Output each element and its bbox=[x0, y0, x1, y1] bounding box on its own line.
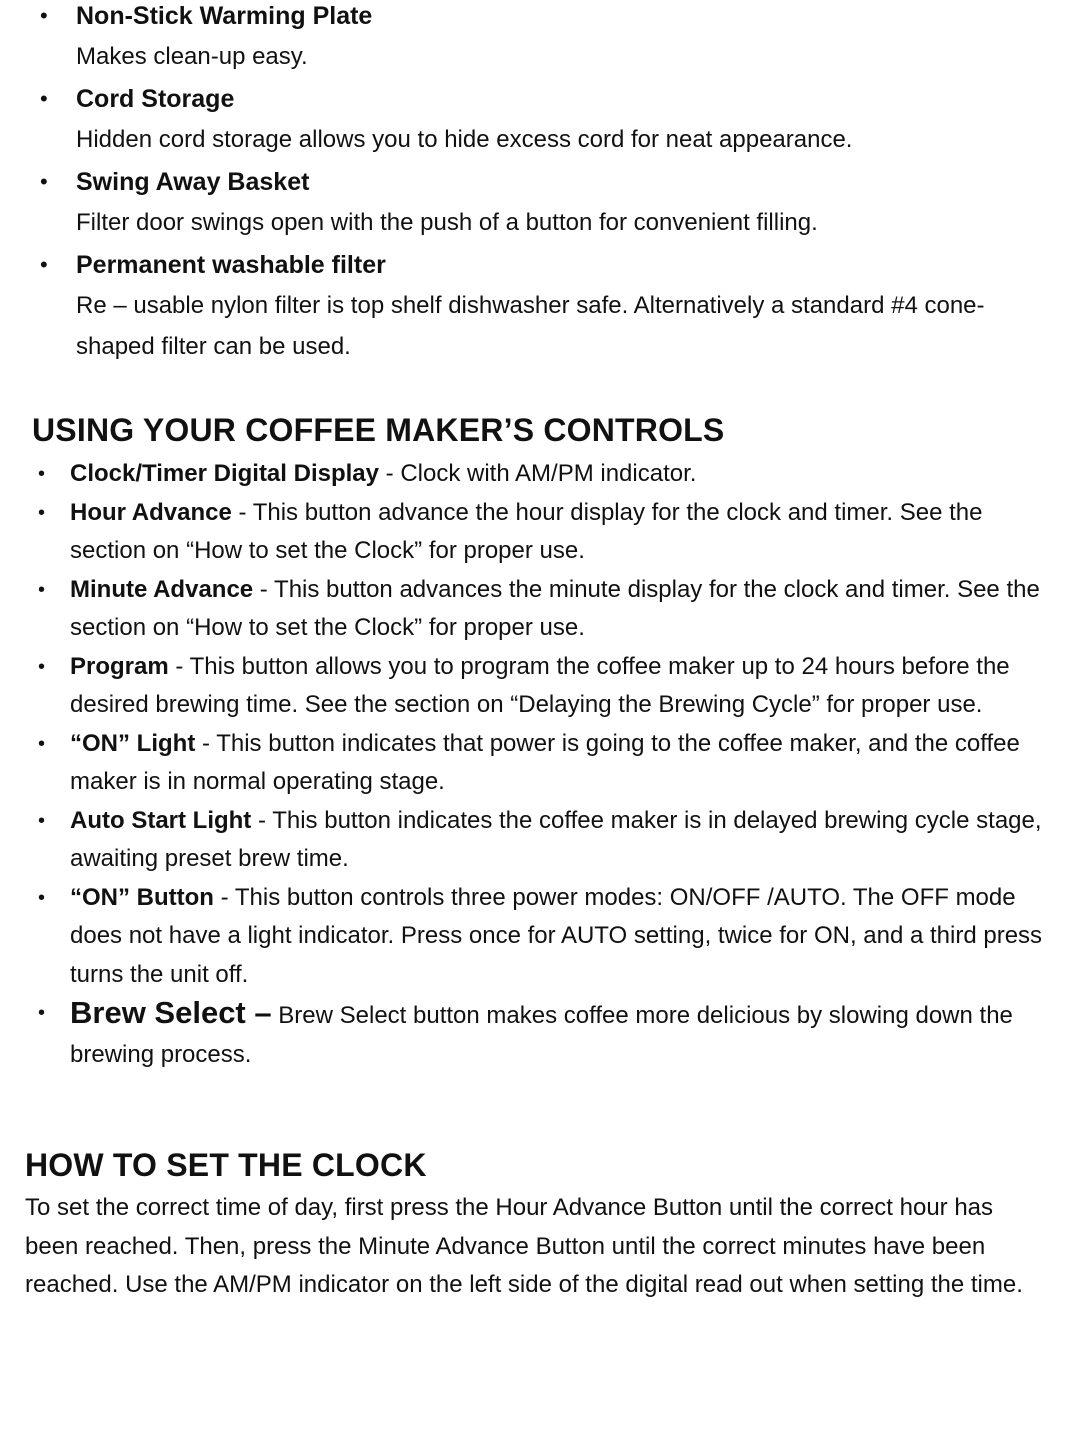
control-term: Clock/Timer Digital Display bbox=[70, 460, 379, 487]
control-item bbox=[36, 994, 1056, 1074]
feature-description: Makes clean-up easy. bbox=[76, 43, 308, 70]
control-term: “ON” Light bbox=[70, 729, 196, 757]
control-description: This button advances the minute display for the clock and timer. See the section on “How to set the Clock” for proper use. bbox=[70, 575, 1040, 641]
control-item bbox=[36, 455, 1056, 494]
feature-item bbox=[36, 166, 1046, 243]
feature-description: Hidden cord storage allows you to hide excess cord for neat appearance. bbox=[76, 126, 853, 153]
control-description: Clock with AM/PM indicator. bbox=[400, 460, 697, 487]
feature-title: • Swing Away Basket bbox=[76, 168, 310, 196]
control-separator: - bbox=[231, 498, 253, 526]
controls-list bbox=[36, 455, 1056, 1074]
control-description: This button allows you to program the coffee maker up to 24 hours before the desired brewing time. See the section on “Delaying the Brewing Cycle” for proper use. bbox=[70, 652, 1010, 718]
control-item bbox=[36, 725, 1056, 802]
control-term: Minute Advance bbox=[70, 575, 254, 603]
feature-title: • Cord Storage bbox=[76, 85, 235, 113]
feature-item bbox=[36, 0, 1046, 77]
control-term: Hour Advance bbox=[70, 498, 232, 526]
feature-item bbox=[36, 83, 1046, 160]
control-term: “ON” Button bbox=[70, 883, 214, 911]
control-description: Brew Select button makes coffee more delicious by slowing down the brewing process. bbox=[70, 1002, 1013, 1068]
feature-title: • Non-Stick Warming Plate bbox=[76, 2, 373, 30]
control-separator: - bbox=[379, 460, 401, 487]
feature-list bbox=[36, 0, 1046, 373]
feature-item bbox=[36, 249, 1046, 367]
control-separator: - bbox=[251, 806, 273, 834]
feature-description: Filter door swings open with the push of a button for convenient filling. bbox=[76, 209, 818, 236]
control-separator: - bbox=[195, 729, 217, 757]
control-description: This button controls three power modes: ON/OFF /AUTO. The OFF mode does not have a light indicator. Press once for AUTO setting, twice for ON, and a third press turns the unit off. bbox=[70, 883, 1043, 988]
feature-title: • Permanent washable filter bbox=[76, 251, 386, 279]
feature-description: Re – usable nylon filter is top shelf dishwasher safe. Alternatively a standard #4 cone-shaped filter can be used. bbox=[76, 292, 985, 360]
control-term: Brew Select – bbox=[70, 995, 272, 1030]
control-item bbox=[36, 879, 1056, 995]
controls-section-heading: USING YOUR COFFEE MAKER’S CONTROLS bbox=[32, 412, 725, 448]
clock-section-heading: HOW TO SET THE CLOCK bbox=[25, 1147, 427, 1183]
control-separator: - bbox=[168, 652, 190, 680]
control-description: This button indicates that power is going to the coffee maker, and the coffee maker is in normal operating stage. bbox=[70, 729, 1020, 795]
control-description: This button indicates the coffee maker is in delayed brewing cycle stage, awaiting preset brew time. bbox=[70, 806, 1042, 872]
control-item bbox=[36, 802, 1056, 879]
control-term: Auto Start Light bbox=[70, 806, 252, 834]
control-item bbox=[36, 571, 1056, 648]
control-item bbox=[36, 648, 1056, 725]
control-description: This button advance the hour display for the clock and timer. See the section on “How to set the Clock” for proper use. bbox=[70, 498, 983, 564]
control-separator: - bbox=[213, 883, 235, 911]
control-separator: - bbox=[253, 575, 275, 603]
control-term: Program bbox=[70, 652, 169, 680]
control-item bbox=[36, 494, 1056, 571]
clock-instructions-paragraph: To set the correct time of day, first press the Hour Advance Button until the correct hour has been reached. Then, press the Minute Advance Button until the correct minutes have been reached. Use the AM/PM indicator on the left side of the digital read out when setting the time. bbox=[25, 1194, 1023, 1298]
